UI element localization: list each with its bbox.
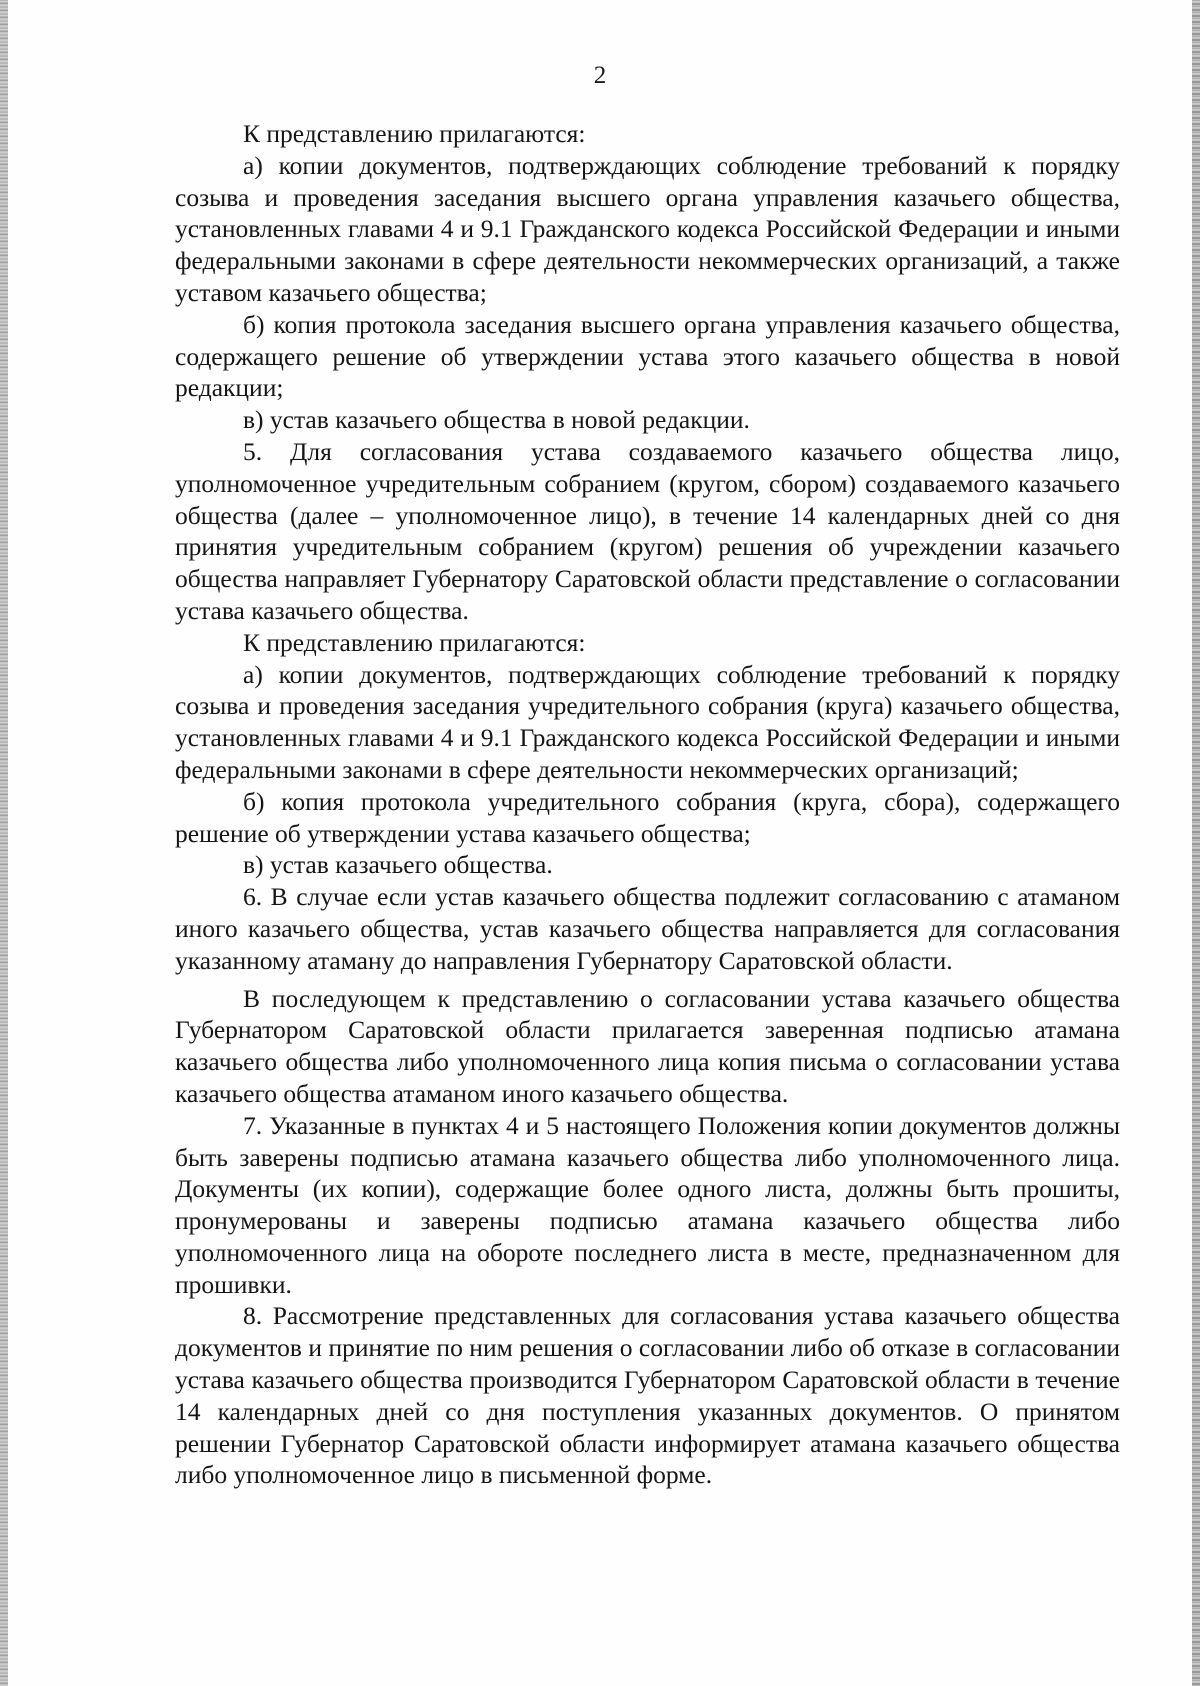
- paragraph-clause-7: 7. Указанные в пунктах 4 и 5 настоящего Положения копии документов должны быть заверены подписью атамана казачьего общества либо уполномоченного лица. Документы (их копии), содержащие более одного листа, должны быть прошиты, пронумерованы и заверены подписью атамана казачьего общества либо уполномоченного лица на обороте последнего листа в месте, предназначенном для прошивки.: [175, 1110, 1120, 1299]
- paragraph-attachments-intro-1: К представлению прилагаются:: [243, 119, 586, 148]
- paragraph-item-b-1: б) копия протокола заседания высшего органа управления казачьего общества, содержащего решение об утверждении устава этого казачьего общества в новой редакции;: [175, 309, 1120, 403]
- paragraph-attachments-intro-2: К представлению прилагаются:: [243, 627, 586, 657]
- paragraph-clause-5: 5. Для согласования устава создаваемого казачьего общества лицо, уполномоченное учредительным собранием (кругом, сбором) создаваемого казачьего общества (далее – уполномоченное лицо), в течение 14 календарных дней со дня принятия учредительным собранием (кругом) решения об учреждении казачьего общества направляет Губернатору Саратовской области представление о согласовании устава казачьего общества.: [175, 436, 1120, 625]
- paragraph-item-b-2: б) копия протокола учредительного собрания (круга, сбора), содержащего решение об утверждении устава казачьего общества;: [175, 786, 1120, 848]
- paragraph-item-v-1: в) устав казачьего общества в новой редакции.: [243, 405, 750, 435]
- page-number: 2: [593, 62, 607, 89]
- scan-edge-left: [0, 0, 8, 1686]
- scan-edge-right: [1192, 0, 1200, 1686]
- paragraph-item-a-2: а) копии документов, подтверждающих соблюдение требований к порядку созыва и проведения заседания учредительного собрания (круга) казачьего общества, установленных главами 4 и 9.1 Гражданского кодекса Российской Федерации и иными федеральными законами в сфере деятельности некоммерческих организаций;: [175, 659, 1120, 784]
- paragraph-clause-8: 8. Рассмотрение представленных для согласования устава казачьего общества документов и принятие по ним решения о согласовании либо об отказе в согласовании устава казачьего общества производится Губернатором Саратовской области в течение 14 календарных дней со дня поступления указанных документов. О принятом решении Губернатор Саратовской области информирует атамана казачьего общества либо уполномоченное лицо в письменной форме.: [175, 1301, 1120, 1490]
- document-body: [175, 118, 1120, 1491]
- paragraph-item-a-1: а) копии документов, подтверждающих соблюдение требований к порядку созыва и проведения заседания высшего органа управления казачьего общества, установленных главами 4 и 9.1 Гражданского кодекса Российской Федерации и иными федеральными законами в сфере деятельности некоммерческих организаций, а также уставом казачьего общества;: [175, 150, 1120, 307]
- paragraph-clause-6-continued: В последующем к представлению о согласовании устава казачьего общества Губернатором Саратовской области прилагается заверенная подписью атамана казачьего общества либо уполномоченного лица копия письма о согласовании устава казачьего общества атаманом иного казачьего общества.: [175, 983, 1120, 1108]
- paragraph-item-v-2: в) устав казачьего общества.: [243, 850, 553, 880]
- paragraph-clause-6: 6. В случае если устав казачьего общества подлежит согласованию с атаманом иного казачьего общества, устав казачьего общества направляется для согласования указанному атаману до направления Губернатору Саратовской области.: [175, 882, 1120, 975]
